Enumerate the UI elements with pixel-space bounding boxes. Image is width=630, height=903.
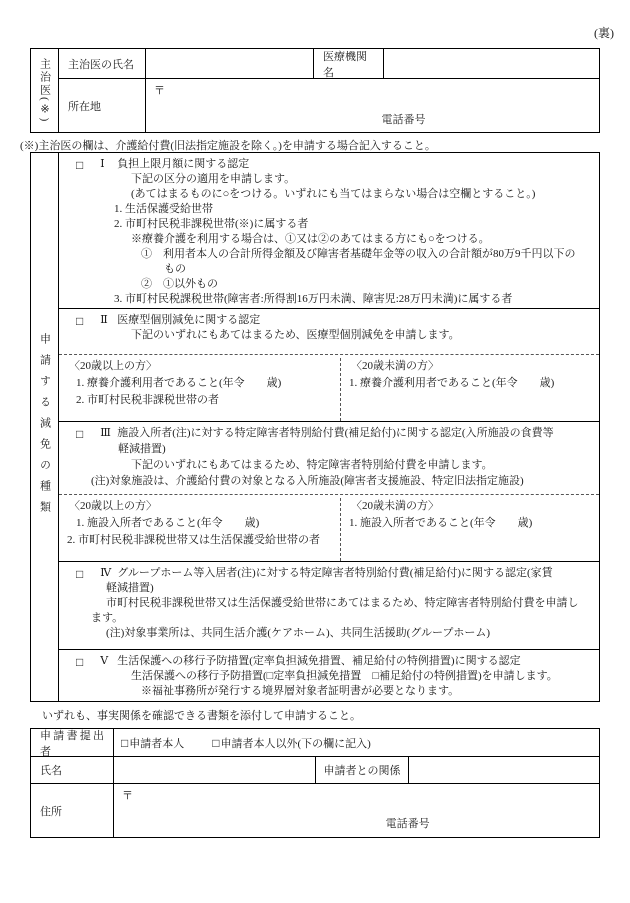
submitter-name-label: 氏名 — [31, 757, 114, 783]
section-3-checkbox[interactable]: □ — [76, 426, 84, 441]
doctor-address-field[interactable] — [146, 79, 599, 132]
section-4-line-wrap: ます。 — [91, 612, 124, 624]
doctor-table — [30, 48, 600, 133]
page-side-label: (裏) — [594, 26, 614, 40]
section-1-note: ※療養介護を利用する場合は、①又は②のあてはまる方にも○をつける。 — [131, 233, 490, 245]
option-other-label: 申請者本人以外(下の欄に記入) — [220, 737, 371, 750]
section-1-line: 下記の区分の適用を申請します。 — [131, 173, 296, 185]
submitter-options — [114, 729, 599, 756]
adult-heading: 〈20歳以上の方〉 — [69, 360, 157, 372]
submitter-address-row — [31, 783, 599, 837]
section-2 — [59, 308, 599, 421]
section-5-checkbox[interactable]: □ — [76, 654, 84, 669]
doctor-phone-label: 電話番号 — [381, 114, 426, 126]
section-1-item: 1. 生活保護受給世帯 — [114, 203, 213, 215]
section-3-note: (注)対象施設は、介護給付費の対象となる入所施設(障害者支援施設、特定旧法指定施設) — [91, 475, 524, 487]
section-2-age-columns — [59, 354, 599, 421]
adult-item: 1. 療養介護利用者であること(年令 歳) — [76, 377, 282, 389]
section-2-minor-column — [341, 358, 599, 421]
section-2-checkbox[interactable]: □ — [76, 313, 84, 328]
section-5 — [59, 649, 599, 701]
minor-item: 1. 施設入所者であること(年令 歳) — [349, 517, 533, 529]
reduction-vertical-label: 申請する減免の種類 — [38, 332, 51, 522]
attach-documents-note: いずれも、事実関係を確認できる書類を添付して申請すること。 — [42, 710, 361, 722]
reduction-vertical-header — [31, 153, 59, 701]
section-4-numeral: Ⅳ — [100, 567, 112, 579]
relation-field[interactable] — [409, 757, 599, 783]
section-4-title-wrap: 軽減措置) — [106, 582, 154, 594]
minor-item: 1. 療養介護利用者であること(年令 歳) — [349, 377, 555, 389]
section-1-checkbox[interactable]: □ — [76, 157, 84, 172]
postal-mark-icon: 〒 — [122, 790, 133, 802]
option-self[interactable] — [121, 735, 184, 751]
section-1-numeral: Ⅰ — [100, 158, 105, 170]
adult-heading: 〈20歳以上の方〉 — [69, 500, 157, 512]
section-5-numeral: Ⅴ — [100, 655, 109, 667]
section-5-line: 生活保護への移行予防措置(□定率負担減免措置 □補足給付の特例措置)を申請します。 — [131, 670, 558, 682]
section-2-numeral: Ⅱ — [100, 314, 108, 326]
doctor-name-label: 主治医の氏名 — [59, 49, 146, 78]
section-3-numeral: Ⅲ — [100, 427, 111, 439]
reduction-table — [30, 152, 600, 702]
section-4-note: (注)対象事業所は、共同生活介護(ケアホーム)、共同生活援助(グループホーム) — [106, 627, 491, 639]
section-3-title: 施設入所者(注)に対する特定障害者特別給付費(補足給付)に関する認定(入所施設の食費等 — [117, 427, 554, 439]
section-1-item: 3. 市町村民税課税世帯(障害者:所得割16万円未満、障害児:28万円未満)に属する者 — [114, 293, 513, 305]
minor-heading: 〈20歳未満の方〉 — [351, 500, 439, 512]
submitter-row-label: 申請書提出者 — [31, 729, 114, 756]
section-1-subitem: もの — [164, 263, 186, 275]
section-2-title: 医療型個別減免に関する認定 — [117, 314, 261, 326]
section-5-title: 生活保護への移行予防措置(定率負担減免措置、補足給付の特例措置)に関する認定 — [117, 655, 521, 667]
submitter-address-label: 住所 — [31, 784, 114, 837]
doctor-address-row — [59, 79, 599, 132]
section-2-line: 下記のいずれにもあてはまるため、医療型個別減免を申請します。 — [131, 329, 460, 341]
adult-item: 2. 市町村民税非課税世帯の者 — [76, 394, 219, 406]
submitter-phone-label: 電話番号 — [385, 818, 430, 830]
doctor-vertical-header — [31, 49, 59, 132]
doctor-vertical-label: 主治医(※) — [38, 57, 51, 124]
submitter-name-row — [31, 756, 599, 783]
institution-field[interactable] — [384, 49, 599, 78]
section-1-title: 負担上限月額に関する認定 — [117, 158, 250, 170]
section-3-title-wrap: 軽減措置) — [118, 443, 166, 455]
section-1-line: (あてはまるものに○をつける。いずれにも当てはまらない場合は空欄とすること。) — [131, 188, 536, 200]
doctor-address-label: 所在地 — [59, 79, 146, 132]
section-2-adult-column — [59, 358, 341, 421]
minor-heading: 〈20歳未満の方〉 — [351, 360, 439, 372]
submitter-type-row — [31, 729, 599, 756]
section-4-title: グループホーム等入居者(注)に対する特定障害者特別給付費(補足給付)に関する認定(家賃 — [117, 567, 553, 579]
section-3-minor-column — [341, 498, 599, 561]
doctor-name-field[interactable] — [146, 49, 314, 78]
option-other-checkbox[interactable]: □ — [212, 735, 220, 750]
option-other[interactable] — [212, 735, 371, 751]
submitter-address-field[interactable] — [114, 784, 599, 837]
submitter-name-field[interactable] — [114, 757, 316, 783]
section-3-adult-column — [59, 498, 341, 561]
adult-item: 2. 市町村民税非課税世帯又は生活保護受給世帯の者 — [67, 534, 320, 546]
section-4 — [59, 561, 599, 649]
section-3-line: 下記のいずれにもあてはまるため、特定障害者特別給付費を申請します。 — [131, 459, 493, 471]
relation-label: 申請者との関係 — [316, 757, 409, 783]
section-3-age-columns — [59, 494, 599, 561]
postal-mark-icon: 〒 — [154, 85, 165, 97]
submitter-table — [30, 728, 600, 838]
doctor-name-row — [59, 49, 599, 79]
section-1-subitem: ① 利用者本人の合計所得金額及び障害者基礎年金等の収入の合計額が80万9千円以下の — [141, 248, 576, 260]
adult-item: 1. 施設入所者であること(年令 歳) — [76, 517, 260, 529]
section-1-subitem: ② ①以外もの — [141, 278, 218, 290]
option-self-label: 申請者本人 — [129, 737, 185, 750]
option-self-checkbox[interactable]: □ — [121, 735, 129, 750]
section-1-item: 2. 市町村民税非課税世帯(※)に属する者 — [114, 218, 309, 230]
section-4-line: 市町村民税非課税世帯又は生活保護受給世帯にあてはまるため、特定障害者特別給付費を申請し — [106, 597, 579, 609]
section-4-checkbox[interactable]: □ — [76, 566, 84, 581]
section-1 — [59, 153, 599, 308]
doctor-footnote: (※)主治医の欄は、介護給付費(旧法指定施設を除く。)を申請する場合記入すること。 — [20, 140, 436, 152]
section-3 — [59, 421, 599, 561]
section-5-note: ※福祉事務所が発行する境界層対象者証明書が必要となります。 — [141, 685, 460, 697]
institution-label: 医療機関名 — [314, 49, 384, 78]
